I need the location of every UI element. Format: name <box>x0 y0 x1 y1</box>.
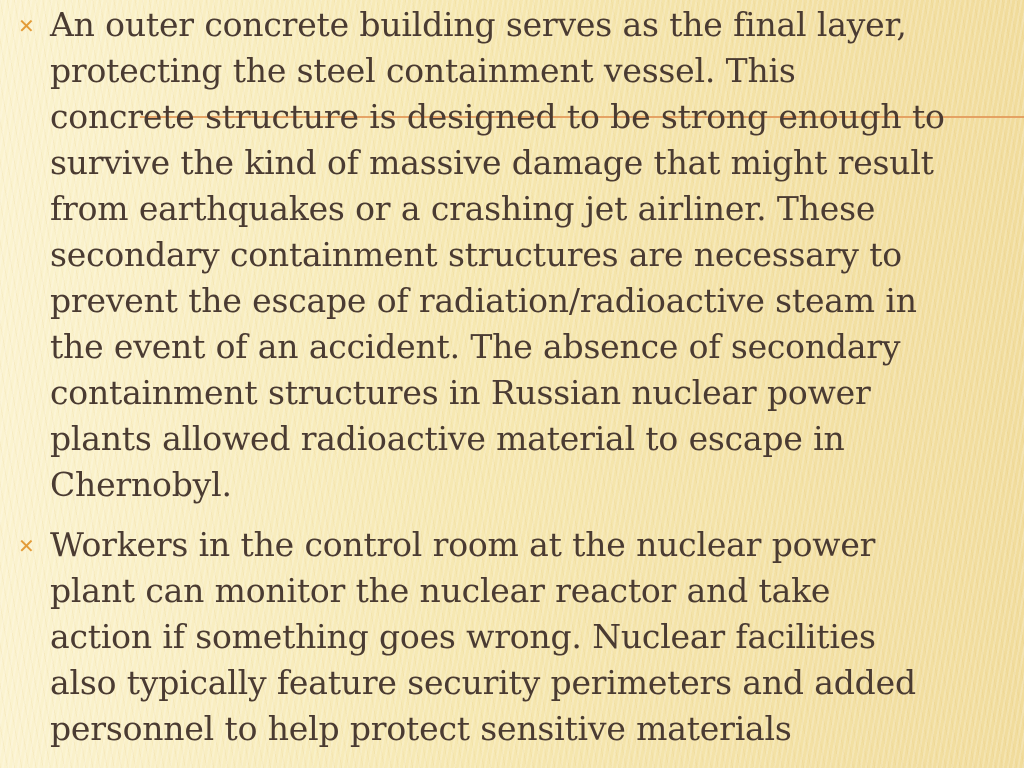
text-line: prevent the escape of radiation/radioactive steam in <box>50 281 917 320</box>
text-line: An outer concrete building serves as the final layer, <box>50 5 907 44</box>
text-line: personnel to help protect sensitive materials <box>50 709 792 748</box>
x-mark-icon: ✕ <box>18 534 35 558</box>
text-line: also typically feature security perimeters and added <box>50 663 916 702</box>
bullet-text <box>50 522 1022 752</box>
text-line: Workers in the control room at the nuclear power <box>50 525 876 564</box>
text-line: survive the kind of massive damage that might result <box>50 143 934 182</box>
text-line: plant can monitor the nuclear reactor and take <box>50 571 831 610</box>
text-line: containment structures in Russian nuclear power <box>50 373 871 412</box>
text-line: protecting the steel containment vessel. This <box>50 51 796 90</box>
text-line: secondary containment structures are necessary to <box>50 235 902 274</box>
bullet-text <box>50 2 1022 508</box>
text-line: concrete structure is designed to be strong enough to <box>50 97 945 136</box>
text-line: from earthquakes or a crashing jet airliner. These <box>50 189 876 228</box>
text-line: action if something goes wrong. Nuclear facilities <box>50 617 876 656</box>
text-line: the event of an accident. The absence of secondary <box>50 327 901 366</box>
text-line: plants allowed radioactive material to escape in <box>50 419 845 458</box>
x-mark-icon: ✕ <box>18 14 35 38</box>
text-line: Chernobyl. <box>50 465 232 504</box>
